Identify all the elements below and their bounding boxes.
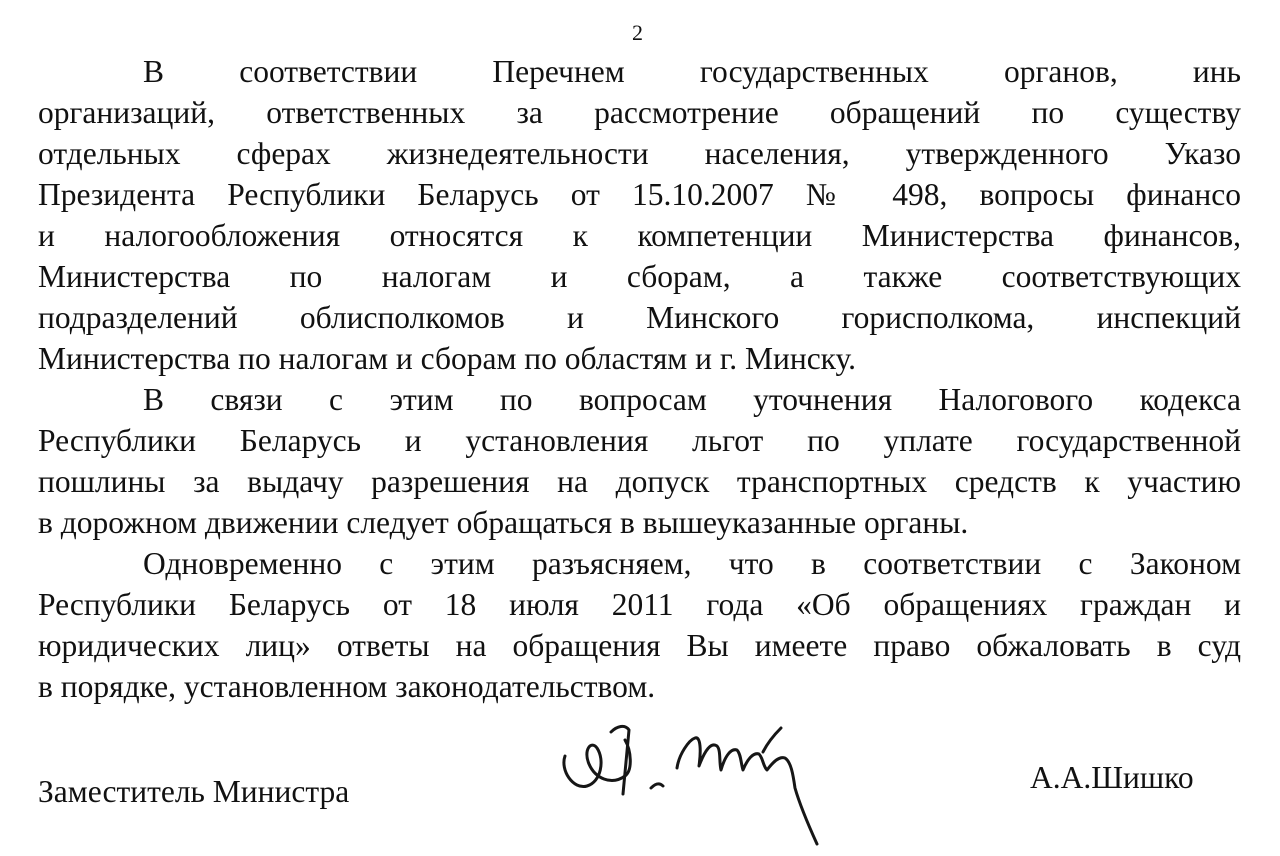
paragraph-1-line-3: отдельных сферах жизнедеятельности населения, утвержденного Указо (38, 136, 1241, 171)
paragraph-1-line-7: подразделений облисполкомов и Минского горисполкома, инспекций (38, 300, 1241, 335)
handwritten-signature (555, 690, 845, 850)
paragraph-1-line-8: Министерства по налогам и сборам по областям и г. Минску. (38, 341, 857, 376)
paragraph-3-line-1: Одновременно с этим разъясняем, что в соответствии с Законом (143, 546, 1241, 581)
page-number: 2 (632, 20, 643, 45)
paragraph-1-line-2: организаций, ответственных за рассмотрение обращений по существу (38, 95, 1241, 130)
signatory-title: Заместитель Министра (38, 774, 350, 809)
signatory-name: А.А.Шишко (1030, 760, 1194, 795)
paragraph-2-line-4: в дорожном движении следует обращаться в вышеуказанные органы. (38, 505, 969, 540)
paragraph-3-line-3: юридических лиц» ответы на обращения Вы имеете право обжаловать в суд (38, 628, 1241, 663)
paragraph-2-line-1: В связи с этим по вопросам уточнения Налогового кодекса (143, 382, 1241, 417)
paragraph-2-line-3: пошлины за выдачу разрешения на допуск транспортных средств к участию (38, 464, 1241, 499)
paragraph-1-line-6: Министерства по налогам и сборам, а также соответствующих (38, 259, 1241, 294)
paragraph-1-line-4: Президента Республики Беларусь от 15.10.2007 № 498, вопросы финансо (38, 177, 1241, 212)
paragraph-3-line-4: в порядке, установленном законодательством. (38, 669, 656, 704)
paragraph-1-line-1: В соответствии Перечнем государственных органов, инь (143, 54, 1241, 89)
paragraph-2-line-2: Республики Беларусь и установления льгот по уплате государственной (38, 423, 1241, 458)
paragraph-1-line-5: и налогообложения относятся к компетенции Министерства финансов, (38, 218, 1241, 253)
paragraph-3-line-2: Республики Беларусь от 18 июля 2011 года «Об обращениях граждан и (38, 587, 1241, 622)
